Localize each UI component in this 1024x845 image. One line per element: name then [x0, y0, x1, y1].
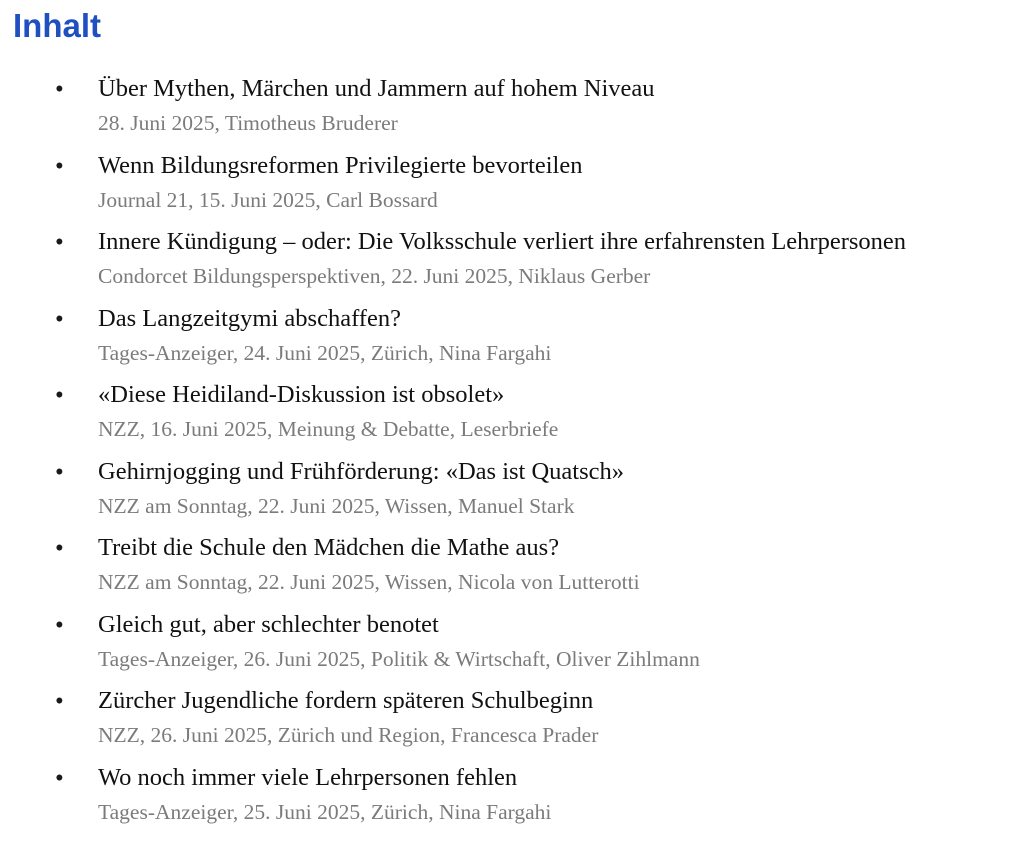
article-meta: NZZ am Sonntag, 22. Juni 2025, Wissen, Manuel Stark — [98, 493, 575, 518]
article-meta: Tages-Anzeiger, 24. Juni 2025, Zürich, Nina Fargahi — [98, 340, 552, 365]
article-title-link[interactable]: Innere Kündigung – oder: Die Volksschule verliert ihre erfahrensten Lehrpersonen — [98, 228, 907, 255]
page-title: Inhalt — [13, 7, 101, 44]
article-meta: 28. Juni 2025, Timotheus Bruderer — [98, 111, 398, 135]
bullet: • — [55, 458, 64, 486]
bullet: • — [55, 382, 64, 409]
article-title-link[interactable]: Über Mythen, Märchen und Jammern auf hohem Niveau — [98, 75, 655, 102]
article-meta: NZZ, 16. Juni 2025, Meinung & Debatte, Leserbriefe — [98, 417, 559, 441]
article-meta: NZZ, 26. Juni 2025, Zürich und Region, Francesca Prader — [98, 723, 599, 747]
article-title-link[interactable]: Das Langzeitgymi abschaffen? — [98, 304, 401, 332]
article-title-link[interactable]: Gehirnjogging und Frühförderung: «Das ist Quatsch» — [98, 457, 624, 485]
bullet: • — [55, 688, 64, 715]
bullet: • — [55, 152, 64, 180]
article-meta: Tages-Anzeiger, 25. Juni 2025, Zürich, Nina Fargahi — [98, 799, 552, 824]
article-title-link[interactable]: «Diese Heidiland-Diskussion ist obsolet» — [98, 381, 505, 408]
bullet: • — [55, 764, 64, 792]
article-meta: Tages-Anzeiger, 26. Juni 2025, Politik & Wirtschaft, Oliver Zihlmann — [98, 646, 700, 671]
bullet: • — [55, 611, 64, 639]
article-title-link[interactable]: Gleich gut, aber schlechter benotet — [98, 610, 439, 638]
bullet: • — [55, 305, 64, 333]
article-title-link[interactable]: Zürcher Jugendliche fordern späteren Schulbeginn — [98, 687, 594, 714]
article-title-link[interactable]: Treibt die Schule den Mädchen die Mathe aus? — [98, 534, 560, 561]
article-meta: NZZ am Sonntag, 22. Juni 2025, Wissen, Nicola von Lutterotti — [98, 570, 640, 594]
bullet: • — [55, 229, 64, 256]
article-meta: Condorcet Bildungsperspektiven, 22. Juni 2025, Niklaus Gerber — [98, 264, 651, 288]
article-title-link[interactable]: Wo noch immer viele Lehrpersonen fehlen — [98, 763, 518, 791]
article-meta: Journal 21, 15. Juni 2025, Carl Bossard — [98, 187, 438, 212]
bullet: • — [55, 76, 64, 103]
article-title-link[interactable]: Wenn Bildungsreformen Privilegierte bevorteilen — [98, 151, 583, 179]
bullet: • — [55, 535, 64, 562]
